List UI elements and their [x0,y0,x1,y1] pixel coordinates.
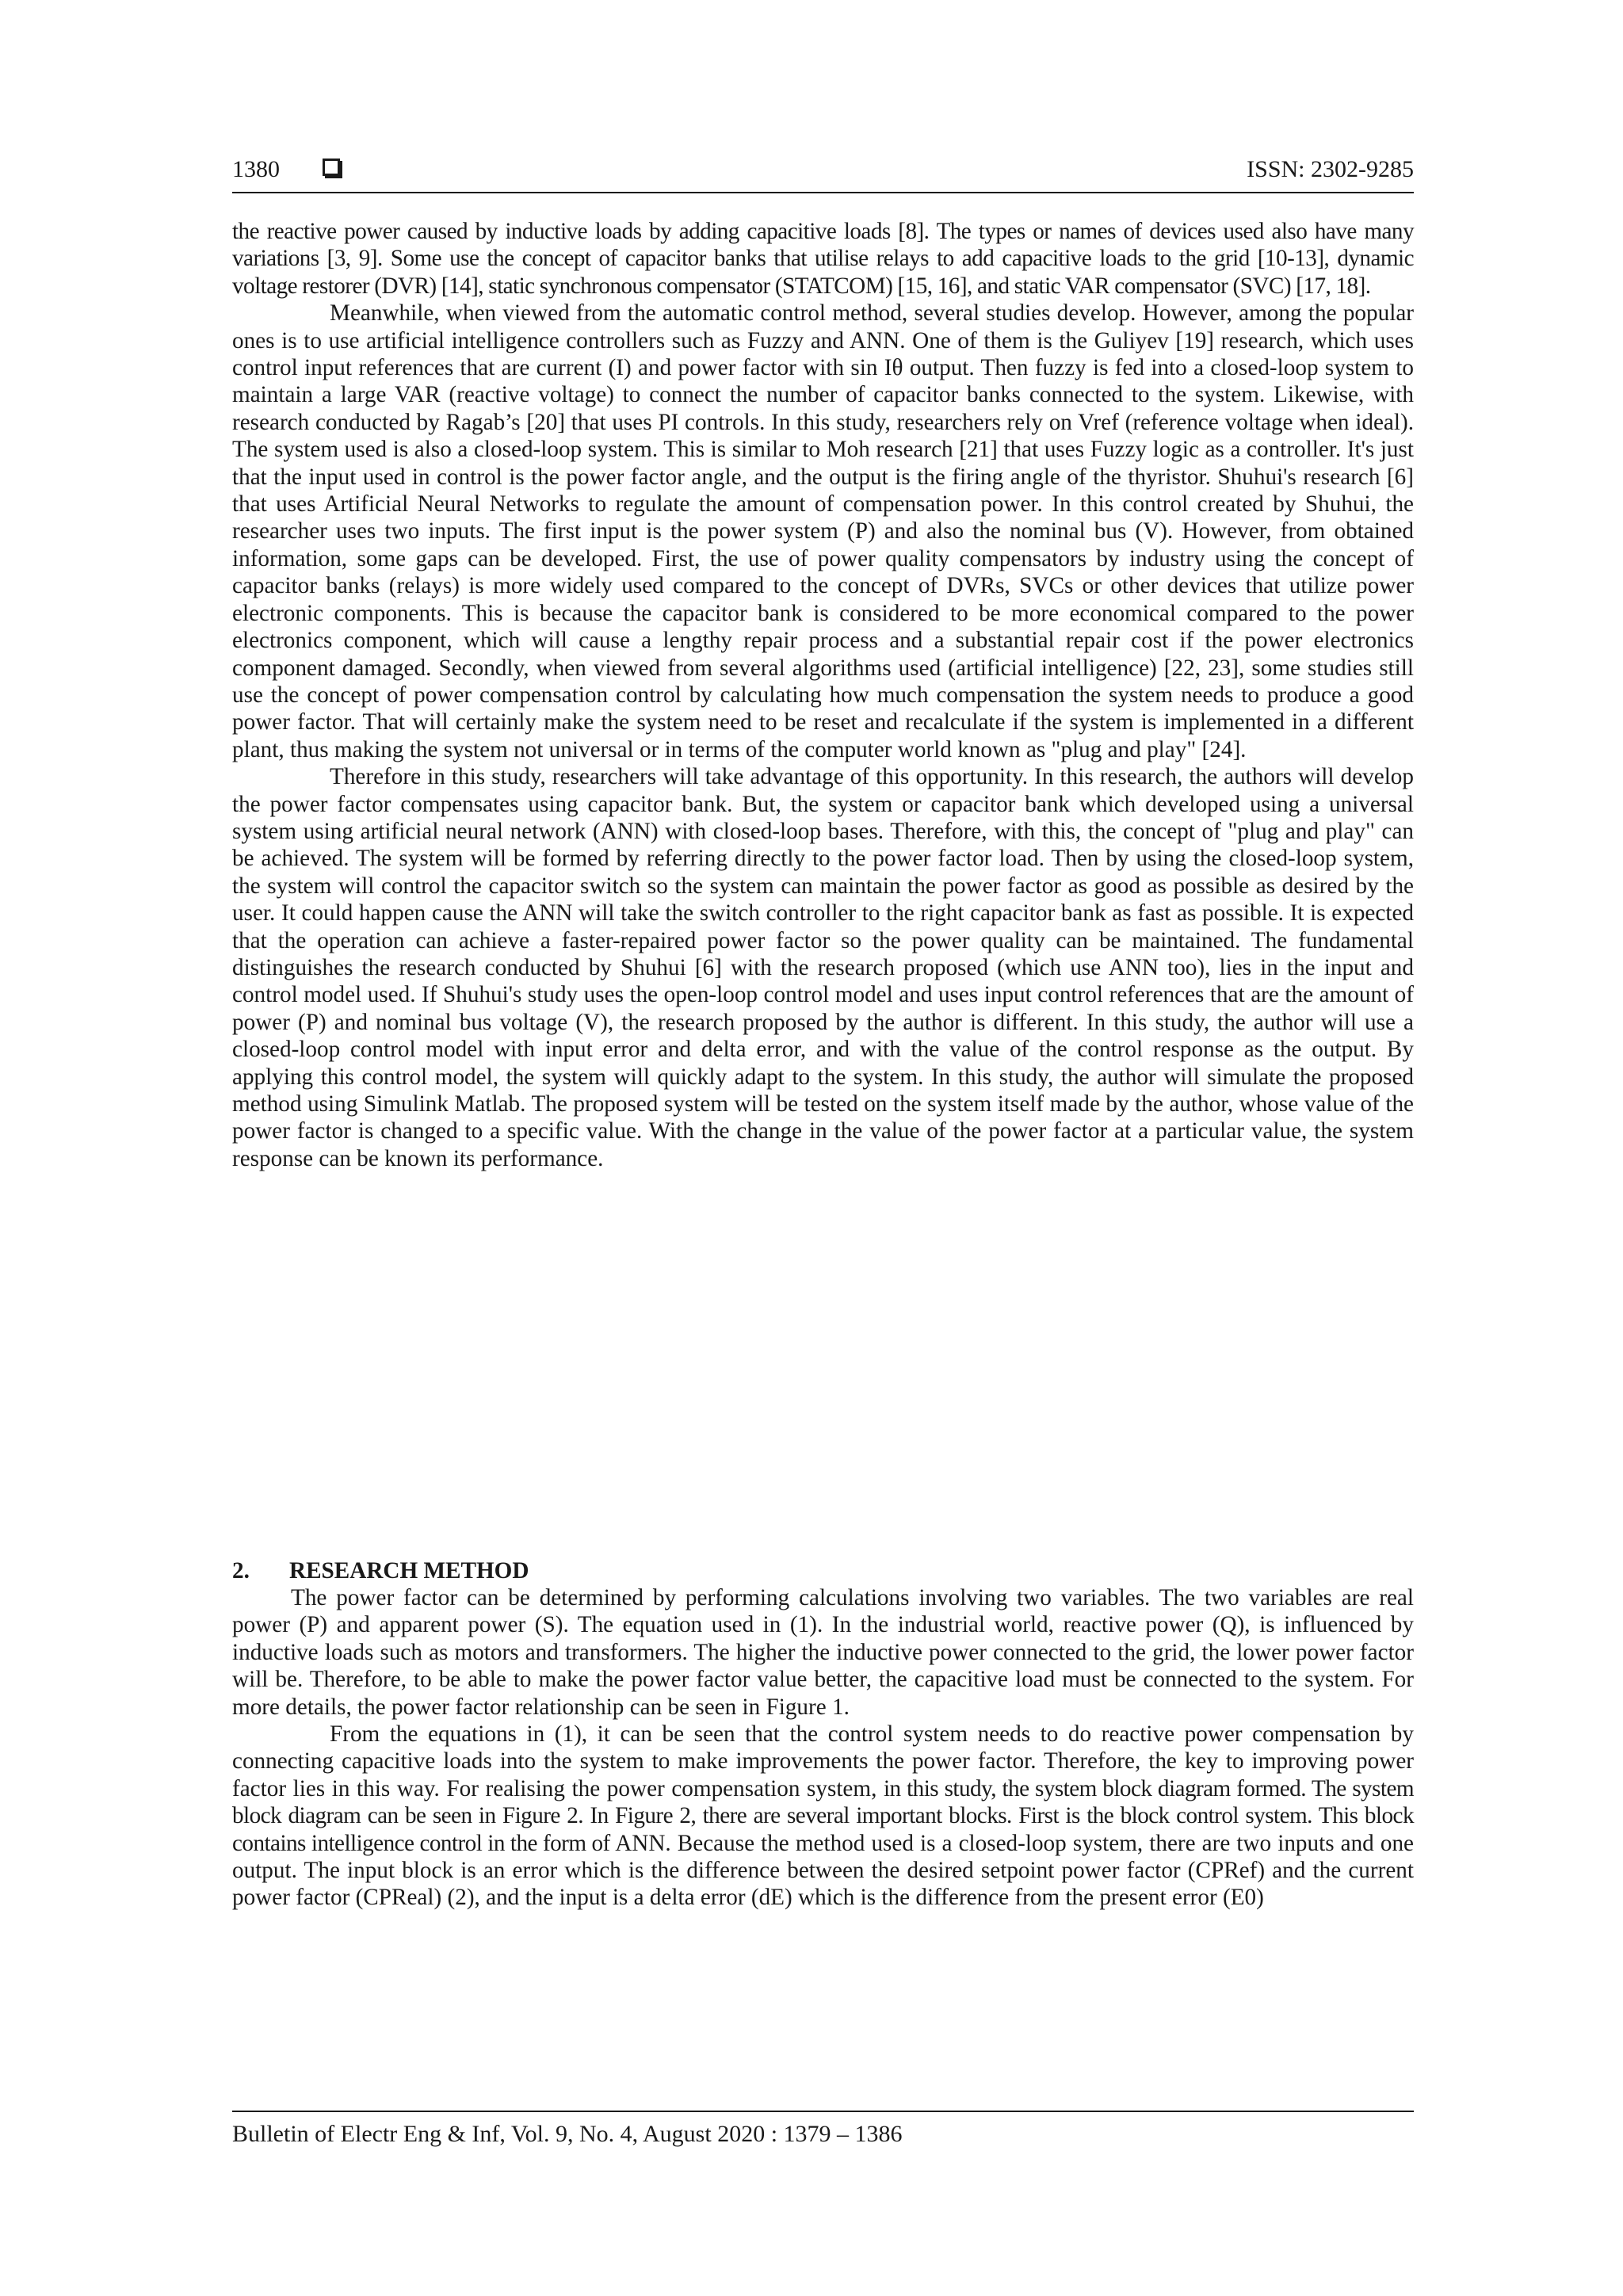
paragraph-3: Therefore in this study, researchers will take advantage of this opportunity. In this research, the authors will develop the power factor compensates using capacitor bank. But, the system or capacitor bank which developed using a universal system using artificial neural network (ANN) with closed-loop bases. Therefore, with this, the concept of "plug and play" can be achieved. The system will be formed by referring directly to the power factor load. Then by using the closed-loop system, the system will control the capacitor switch so the system can maintain the power factor as good as possible as desired by the user. It could happen cause the ANN will take the switch controller to the right capacitor bank as fast as possible. It is expected that the operation can achieve a faster-repaired power factor so the power quality can be maintained. The fundamental distinguishes the research conducted by Shuhui [6] with the research proposed (which use ANN too), lies in the input and control model used. If Shuhui's study uses the open-loop control model and uses input control references that are the amount of power (P) and nominal bus voltage (V), the research proposed by the author is different. In this study, the author will use a closed-loop control model with input error and delta error, and with the value of the control response as the output. By applying this control model, the system will quickly adapt to the system. In this study, the author will simulate the proposed method using Simulink Matlab. The proposed system will be tested on the system itself made by the author, whose value of the power factor is changed to a specific value. With the change in the value of the power factor at a particular value, the system response can be known its performance. [232,764,1414,1171]
paragraph-2: Meanwhile, when viewed from the automatic control method, several studies develop. However, among the popular ones is to use artificial intelligence controllers such as Fuzzy and ANN. One of them is the Guliyev [19] research, which uses control input references that are current (I) and power factor with sin Iθ output. Then fuzzy is fed into a closed-loop system to maintain a large VAR (reactive voltage) to connect the number of capacitor banks connected to the system. Likewise, with research conducted by Ragab’s [20] that uses PI controls. In this study, researchers rely on Vref (reference voltage when ideal). The system used is also a closed-loop system. This is similar to Moh research [21] that uses Fuzzy logic as a controller. It's just that the input used in control is the power factor angle, and the output is the firing angle of the thyristor. Shuhui's research [6] that uses Artificial Neural Networks to regulate the amount of compensation power. In this control created by Shuhui, the researcher uses two inputs. The first input is the power system (P) and also the nominal bus (V). However, from obtained information, some gaps can be developed. First, the use of power quality compensators by industry using the concept of capacitor banks (relays) is more widely used compared to the concept of DVRs, SVCs or other devices that utilize power electronic components. This is because the capacitor bank is considered to be more economical compared to the power electronics component, which will cause a lengthy repair process and a substantial repair cost if the power electronics component damaged. Secondly, when viewed from several algorithms used (artificial intelligence) [22, 23], some studies still use the concept of power compensation control by calculating how much compensation the system needs to produce a good power factor. That will certainly make the system need to be reset and recalculate if the system is implemented in a different plant, thus making the system not universal or in terms of the computer world known as "plug and play" [24]. [232,300,1414,762]
method-paragraph-2b: in this study, the system block diagram formed. The system block diagram can be seen in Figure 2. In Figure 2, there are several important blocks. First is the block control system. This block contains intelligence control in the form of [232,1775,1415,1856]
section-title: RESEARCH METHOD [289,1558,529,1584]
square-bullet-icon [323,159,340,176]
header-rule [232,192,1414,193]
method-paragraph-2c: ANN. Because the method used is a closed-loop system, there are two inputs and one output. The input block is an error which is the difference between the desired setpoint power factor (CPRef) and the current power factor (CPReal) (2), and the input is a delta error (dE) which is the difference from the present error (E0) [232,1830,1414,1911]
footer-rule [232,2111,1414,2112]
method-body [232,1584,1414,1912]
section-heading [232,1557,529,1584]
page-footer [232,2111,1414,2149]
intro-body [232,218,1414,1172]
page-number: 1380 [232,156,280,182]
issn-label: ISSN: 2302-9285 [1247,156,1414,182]
section-number: 2. [232,1558,250,1584]
method-paragraph-2 [232,1721,1414,1912]
paragraph-1: the reactive power caused by inductive loads by adding capacitive loads [8]. The types or names of devices used also have many variations [3, 9]. Some use the concept of capacitor banks that utilise relays to add capacitive loads to the grid [10-13], dynamic voltage restorer (DVR) [14], static synchronous compensator (STATCOM) [15, 16], and static VAR compensator (SVC) [17, 18]. [232,219,1414,299]
method-paragraph-1: The power factor can be determined by performing calculations involving two variables. The two variables are real power (P) and apparent power (S). The equation used in (1). In the industrial world, reactive power (Q), is influenced by inductive loads such as motors and transformers. The higher the inductive power connected to the grid, the lower power factor will be. Therefore, to be able to make the power factor value better, the capacitive load must be connected to the system. For more details, the power factor relationship can be seen in Figure 1. [232,1585,1414,1720]
page-header [232,155,1414,197]
method-paragraph-2a: From the equations in (1), it can be seen that the control system needs to do reactive power compensation by connecting capacitive loads into the system to make improvements the power factor. Therefore, the key to improving power factor lies in this way. For realising the power compensation system, [232,1721,1414,1801]
footer-citation: Bulletin of Electr Eng & Inf, Vol. 9, No. 4, August 2020 : 1379 – 1386 [232,2121,903,2147]
